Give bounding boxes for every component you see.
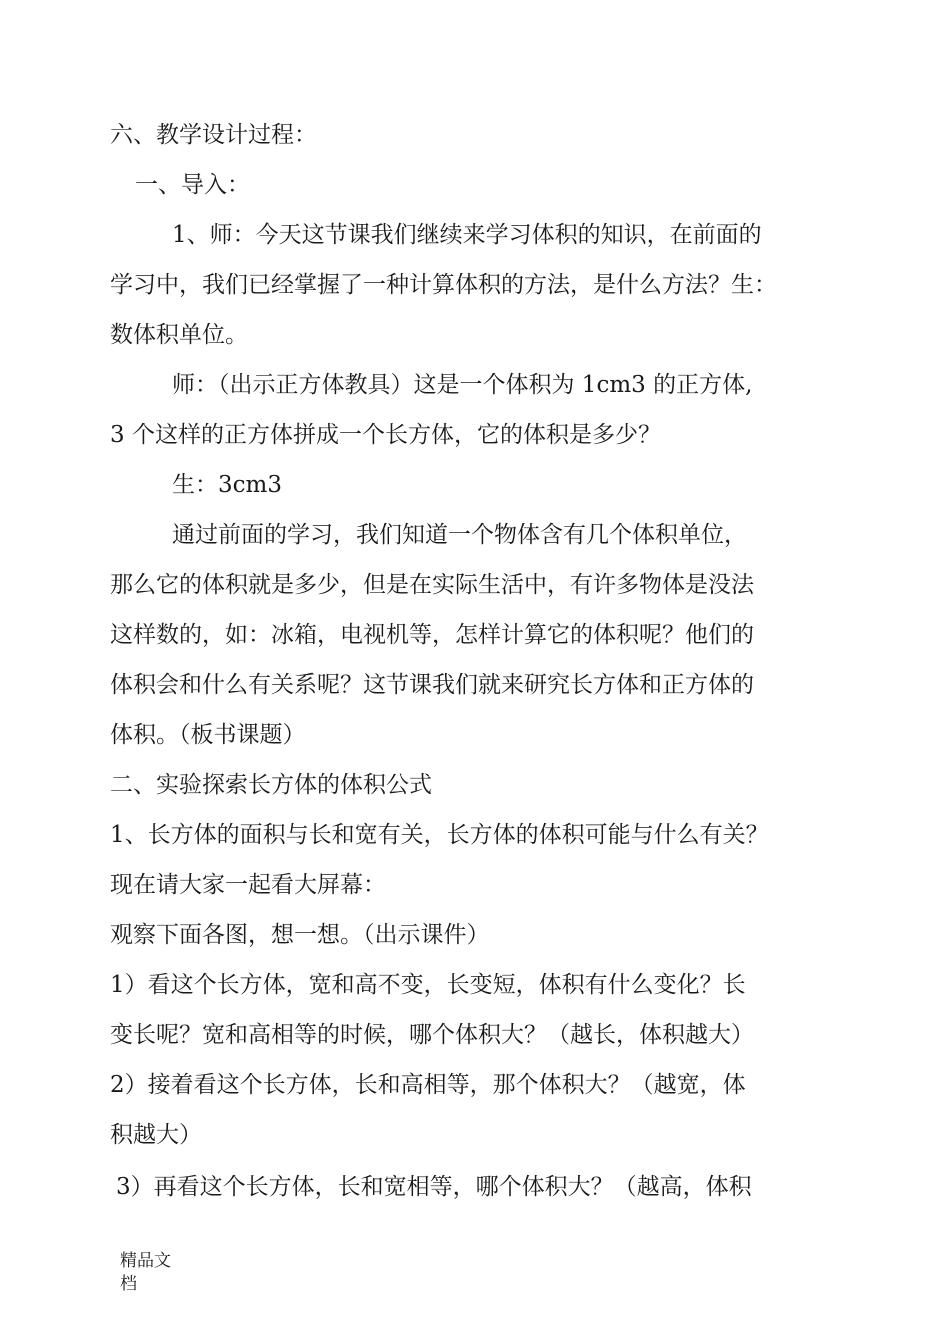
paragraph-line: 生：3cm3 xyxy=(172,472,282,498)
paragraph-line: 这样数的，如：冰箱，电视机等，怎样计算它的体积呢？他们的 xyxy=(110,622,754,648)
paragraph-line: 体积会和什么有关系呢？这节课我们就来研究长方体和正方体的 xyxy=(110,672,754,698)
paragraph-line: 1、长方体的面积与长和宽有关，长方体的体积可能与什么有关？ xyxy=(110,822,769,848)
subsection-heading: 一、导入： xyxy=(135,172,250,198)
section-heading: 二、实验探索长方体的体积公式 xyxy=(110,772,432,798)
paragraph-line: 学习中，我们已经掌握了一种计算体积的方法，是什么方法？生： xyxy=(110,272,777,298)
section-heading: 六、教学设计过程： xyxy=(110,122,317,148)
paragraph-line: 变长呢？宽和高相等的时候，哪个体积大？（越长，体积越大） xyxy=(110,1022,754,1048)
paragraph-line: 体积。（板书课题） xyxy=(110,722,306,748)
footer-line: 精品文 xyxy=(120,1251,171,1271)
paragraph-line: 2）接着看这个长方体，长和高相等，那个体积大？（越宽，体 xyxy=(110,1072,746,1098)
paragraph-line: 那么它的体积就是多少，但是在实际生活中，有许多物体是没法 xyxy=(110,572,754,598)
paragraph-line: 现在请大家一起看大屏幕： xyxy=(110,872,386,898)
footer-watermark xyxy=(120,1250,171,1296)
paragraph-line: 通过前面的学习，我们知道一个物体含有几个体积单位， xyxy=(172,522,747,548)
paragraph-line: 师：（出示正方体教具）这是一个体积为 1cm3 的正方体, xyxy=(172,372,753,398)
paragraph-line: 观察下面各图，想一想。（出示课件） xyxy=(110,922,490,948)
paragraph-line: 1）看这个长方体，宽和高不变，长变短，体积有什么变化？长 xyxy=(110,972,746,998)
paragraph-line: 1、师：今天这节课我们继续来学习体积的知识，在前面的 xyxy=(172,222,762,248)
paragraph-line: 3）再看这个长方体，长和宽相等，哪个体积大？（越高，体积 xyxy=(116,1174,752,1200)
paragraph-line: 积越大） xyxy=(110,1122,202,1148)
paragraph-line: 3 个这样的正方体拼成一个长方体，它的体积是多少？ xyxy=(110,422,661,448)
paragraph-line: 数体积单位。 xyxy=(110,322,248,348)
footer-line: 档 xyxy=(120,1274,137,1294)
